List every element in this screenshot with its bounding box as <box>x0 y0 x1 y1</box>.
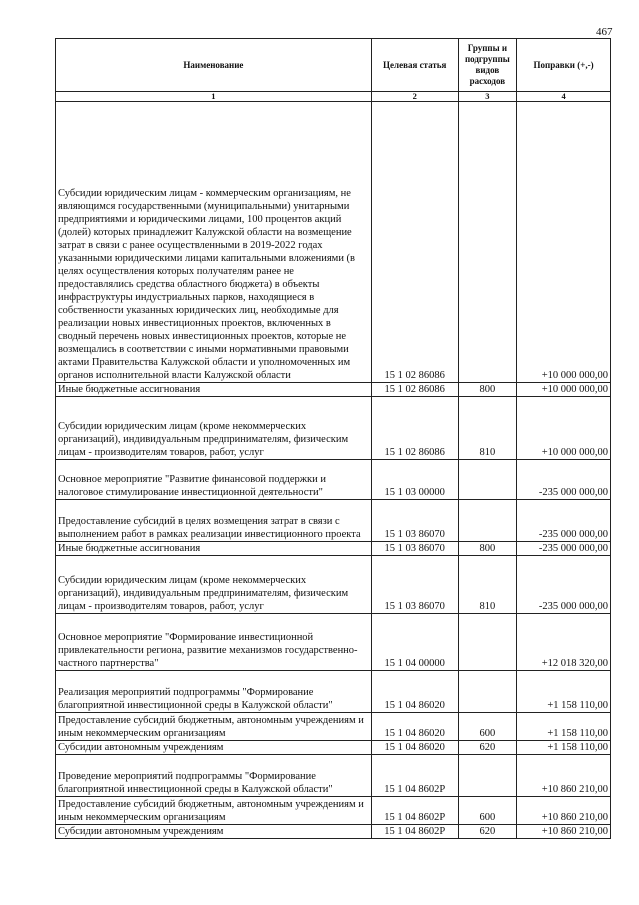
row-amendment: +10 000 000,00 <box>517 383 611 397</box>
row-target-article: 15 1 04 8602Р <box>371 797 458 825</box>
row-target-article: 15 1 04 86020 <box>371 713 458 741</box>
row-expense-group: 810 <box>458 556 517 614</box>
column-number-4: 4 <box>517 92 611 102</box>
table-row <box>56 542 611 556</box>
column-number-2: 2 <box>371 92 458 102</box>
row-amendment: +1 158 110,00 <box>517 741 611 755</box>
row-expense-group <box>458 460 517 500</box>
table-row <box>56 500 611 542</box>
table-row <box>56 671 611 713</box>
row-amendment: -235 000 000,00 <box>517 542 611 556</box>
row-expense-group: 800 <box>458 383 517 397</box>
row-name: Иные бюджетные ассигнования <box>56 383 372 397</box>
row-target-article: 15 1 04 86020 <box>371 741 458 755</box>
row-amendment: +10 860 210,00 <box>517 797 611 825</box>
row-name: Реализация мероприятий подпрограммы "Формирование благоприятной инвестиционной среды в Калужской области" <box>56 671 372 713</box>
row-expense-group: 600 <box>458 713 517 741</box>
row-target-article: 15 1 03 86070 <box>371 500 458 542</box>
table-row <box>56 383 611 397</box>
row-target-article: 15 1 03 00000 <box>371 460 458 500</box>
row-expense-group: 800 <box>458 542 517 556</box>
header-amendments: Поправки (+,-) <box>517 39 611 92</box>
row-expense-group <box>458 671 517 713</box>
table-row <box>56 741 611 755</box>
row-target-article: 15 1 02 86086 <box>371 102 458 383</box>
row-target-article: 15 1 02 86086 <box>371 383 458 397</box>
table-row <box>56 713 611 741</box>
column-number-row <box>56 92 611 102</box>
column-number-3: 3 <box>458 92 517 102</box>
row-amendment: +10 860 210,00 <box>517 825 611 839</box>
page-number: 467 <box>596 26 613 38</box>
row-amendment: +1 158 110,00 <box>517 671 611 713</box>
header-target-article: Целевая статья <box>371 39 458 92</box>
row-amendment: +10 000 000,00 <box>517 102 611 383</box>
row-expense-group <box>458 102 517 383</box>
row-name: Субсидии юридическим лицам (кроме некоммерческих организаций), индивидуальным предпринимателям, физическим лицам - производителям товаров, работ, услуг <box>56 397 372 460</box>
row-expense-group: 620 <box>458 741 517 755</box>
row-name: Предоставление субсидий бюджетным, автономным учреждениям и иным некоммерческим организациям <box>56 713 372 741</box>
row-amendment: +10 000 000,00 <box>517 397 611 460</box>
row-name: Субсидии юридическим лицам (кроме некоммерческих организаций), индивидуальным предпринимателям, физическим лицам - производителям товаров, работ, услуг <box>56 556 372 614</box>
table-row <box>56 825 611 839</box>
row-name: Иные бюджетные ассигнования <box>56 542 372 556</box>
row-amendment: -235 000 000,00 <box>517 460 611 500</box>
header-row <box>56 39 611 92</box>
row-name: Основное мероприятие "Развитие финансовой поддержки и налоговое стимулирование инвестиционной деятельности" <box>56 460 372 500</box>
row-amendment: +1 158 110,00 <box>517 713 611 741</box>
row-target-article: 15 1 04 8602Р <box>371 825 458 839</box>
budget-amendments-table <box>55 38 611 839</box>
table-row <box>56 614 611 671</box>
table-row <box>56 556 611 614</box>
row-target-article: 15 1 02 86086 <box>371 397 458 460</box>
row-name: Предоставление субсидий в целях возмещения затрат в связи с выполнением работ в рамках реализации инвестиционного проекта <box>56 500 372 542</box>
row-target-article: 15 1 03 86070 <box>371 556 458 614</box>
row-amendment: +10 860 210,00 <box>517 755 611 797</box>
row-amendment: -235 000 000,00 <box>517 500 611 542</box>
row-name: Субсидии юридическим лицам - коммерческим организациям, не являющимся государственными (муниципальными) унитарными предприятиями и юридическими лицами, 100 процентов акций (долей) которых принадлежит Калужской области на возмещение затрат в связи с ранее осуществленными в 2019-2022 годах указанными юридическими лицами капитальными вложениями (в целях осуществления которых получателям ранее не предоставлялись средства областного бюджета) в объекты инфраструктуры индустриальных парков, находящиеся в собственности указанных юридических лиц, необходимые для реализации новых инвестиционных проектов, включенных в сводный перечень новых инвестиционных проектов, которые не возмещались в соответствии с иными нормативными правовыми актами Правительства Калужской области и уполномоченных им органов исполнительной власти Калужской области <box>56 102 372 383</box>
table-row <box>56 797 611 825</box>
row-name: Проведение мероприятий подпрограммы "Формирование благоприятной инвестиционной среды в Калужской области" <box>56 755 372 797</box>
header-expense-groups: Группы и подгруппы видов расходов <box>458 39 517 92</box>
row-expense-group <box>458 614 517 671</box>
table-row <box>56 397 611 460</box>
row-expense-group <box>458 500 517 542</box>
row-amendment: -235 000 000,00 <box>517 556 611 614</box>
row-target-article: 15 1 04 86020 <box>371 671 458 713</box>
column-number-1: 1 <box>56 92 372 102</box>
row-amendment: +12 018 320,00 <box>517 614 611 671</box>
row-name: Субсидии автономным учреждениям <box>56 825 372 839</box>
row-name: Предоставление субсидий бюджетным, автономным учреждениям и иным некоммерческим организациям <box>56 797 372 825</box>
row-target-article: 15 1 04 8602Р <box>371 755 458 797</box>
row-target-article: 15 1 03 86070 <box>371 542 458 556</box>
row-target-article: 15 1 04 00000 <box>371 614 458 671</box>
row-expense-group <box>458 755 517 797</box>
table-row <box>56 460 611 500</box>
row-name: Основное мероприятие "Формирование инвестиционной привлекательности региона, развитие механизмов государственно-частного партнерства" <box>56 614 372 671</box>
row-expense-group: 810 <box>458 397 517 460</box>
row-expense-group: 620 <box>458 825 517 839</box>
table-row <box>56 102 611 383</box>
row-name: Субсидии автономным учреждениям <box>56 741 372 755</box>
header-name: Наименование <box>56 39 372 92</box>
table-row <box>56 755 611 797</box>
row-expense-group: 600 <box>458 797 517 825</box>
